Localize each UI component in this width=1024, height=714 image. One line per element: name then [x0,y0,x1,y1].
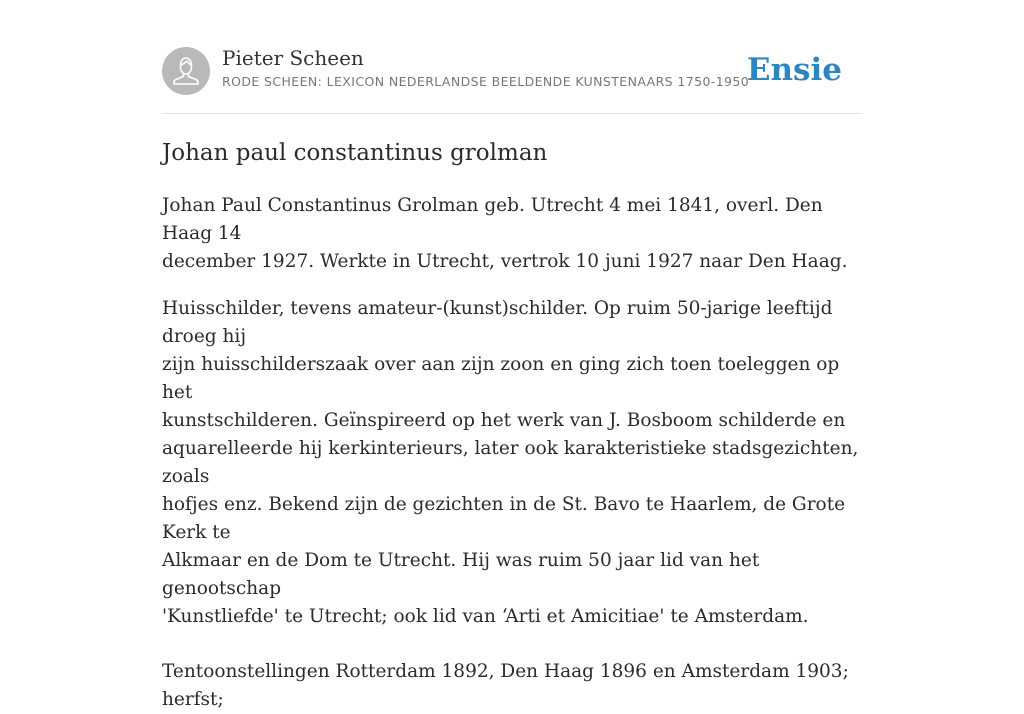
author-header [162,45,862,97]
article [162,137,862,714]
article-paragraph: Johan Paul Constantinus Grolman geb. Utrecht 4 mei 1841, overl. Den Haag 14 december 1927. Werkte in Utrecht, vertrok 10 juni 1927 naar Den Haag. [162,195,848,272]
author-name[interactable]: Pieter Scheen [222,46,364,70]
header-divider [162,113,862,114]
ensie-logo[interactable]: Ensie [746,52,842,88]
article-title: Johan paul constantinus grolman [162,140,548,166]
user-avatar-icon [162,47,210,95]
article-paragraph: Tentoonstellingen Rotterdam 1892, Den Haag 1896 en Amsterdam 1903; herfst; [162,661,849,710]
author-avatar[interactable] [162,47,210,95]
article-paragraph: Huisschilder, tevens amateur-(kunst)schilder. Op ruim 50-jarige leeftijd droeg hij zijn huisschilderszaak over aan zijn zoon en ging zich toen toeleggen op het kunstschilderen. Geïnspireerd op het werk van J. Bosboom schilderde en aquarelleerde hij kerkinterieurs, later ook karakteristieke stadsgezichten, zoals hofjes enz. Bekend zijn de gezichten in de St. Bavo te Haarlem, de Grote Kerk te Alkmaar en de Dom te Utrecht. Hij was ruim 50 jaar lid van het genootschap 'Kunstliefde' te Utrecht; ook lid van ‘Arti et Amicitiae' te Amsterdam. [162,298,859,627]
source-label[interactable]: RODE SCHEEN: LEXICON NEDERLANDSE BEELDENDE KUNSTENAARS 1750-1950 [222,74,750,89]
